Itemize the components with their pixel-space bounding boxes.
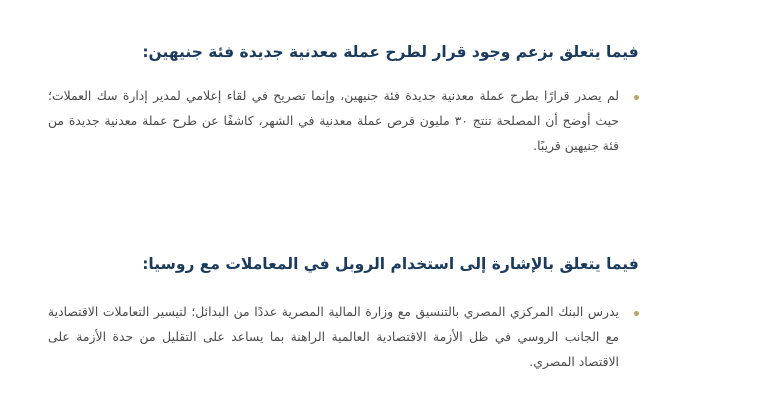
list-item-text: لم يصدر قرارًا بطرح عملة معدنية جديدة فئة جنيهين، وإنما تصريح في لقاء إعلامي لمدير إدارة سك العملات؛ حيث أوضح أن المصلحة تنتج ٣٠ مليون قرص عملة معدنية في الشهر، كاشفًا عن طرح عملة معدنية جديدة من فئة جنيهين قريبًا. xyxy=(48,88,619,153)
list-item xyxy=(40,300,641,374)
section-1-bullet-list xyxy=(40,84,641,158)
list-item xyxy=(40,84,641,158)
section-1-heading: فيما يتعلق بزعم وجود قرار لطرح عملة معدنية جديدة فئة جنيهين: xyxy=(142,43,639,61)
list-item-text: يدرس البنك المركزي المصري بالتنسيق مع وزارة المالية المصرية عددًا من البدائل؛ لتيسير التعاملات الاقتصادية مع الجانب الروسي في ظل الأزمة الاقتصادية العالمية الراهنة بما يساعد على التقليل من حدة الأزمة على الاقتصاد المصري. xyxy=(48,304,619,369)
bullet-dot-icon xyxy=(634,311,639,316)
section-2-bullet-list xyxy=(40,300,641,374)
bullet-dot-icon xyxy=(634,95,639,100)
section-1 xyxy=(0,40,781,65)
section-2-heading: فيما يتعلق بالإشارة إلى استخدام الروبل في المعاملات مع روسيا: xyxy=(142,255,639,273)
section-2 xyxy=(0,252,781,277)
